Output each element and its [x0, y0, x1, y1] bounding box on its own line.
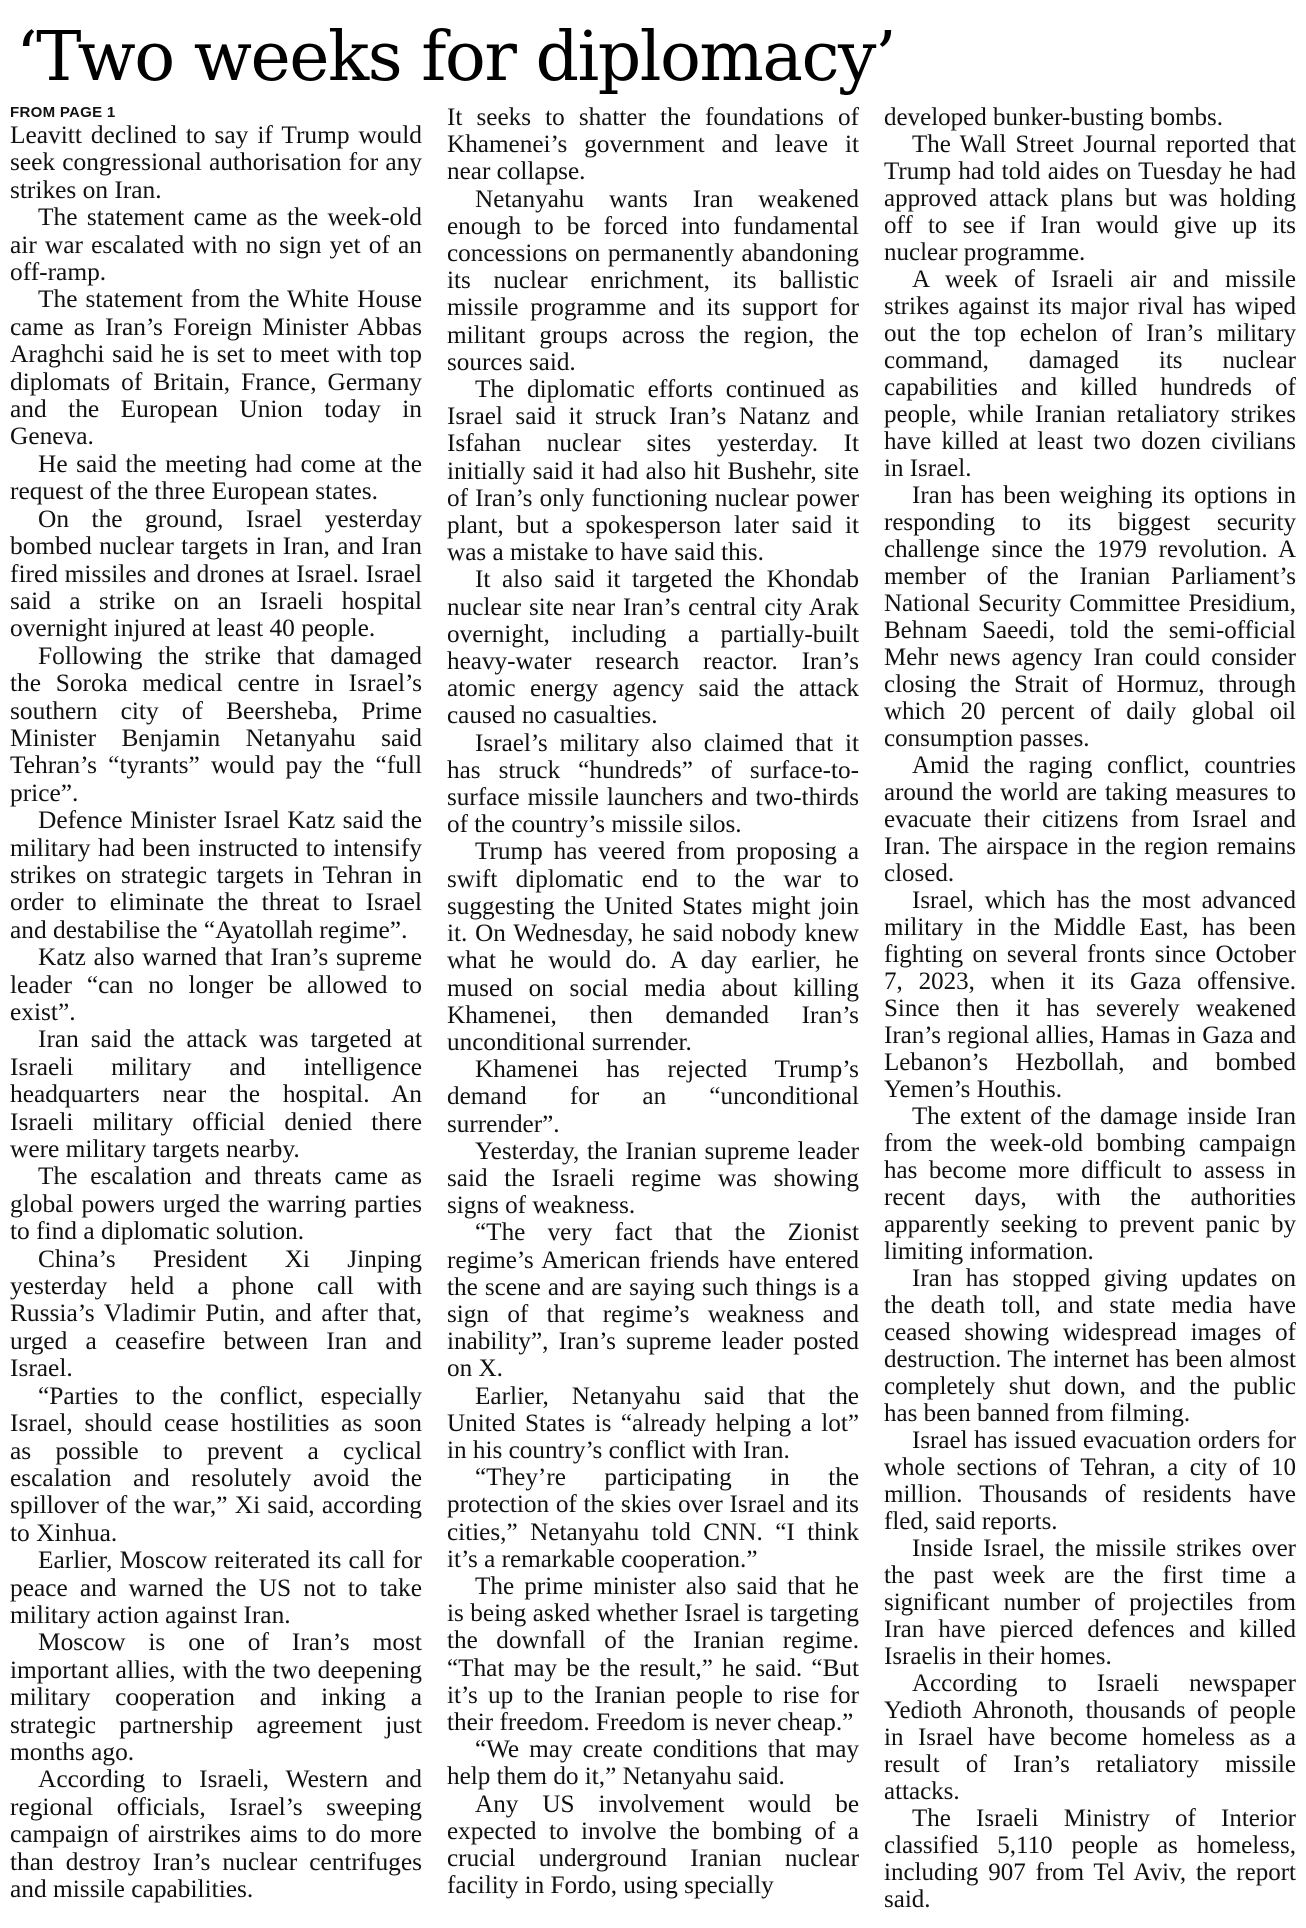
- paragraph: The statement from the White House came as Iran’s Foreign Minister Abbas Araghchi said he is set to meet with top diplomats of Britain, France, Germany and the European Union today in Geneva.: [10, 285, 422, 451]
- paragraph: Moscow is one of Iran’s most important allies, with the two deepening military cooperation and inking a strategic partnership agreement just months ago.: [10, 1628, 422, 1766]
- paragraph: Iran said the attack was targeted at Israeli military and intelligence headquarters near the hospital. An Israeli military official denied there were military targets nearby.: [10, 1025, 422, 1164]
- paragraph: The prime minister also said that he is being asked whether Israel is targeting the downfall of the Iranian regime. “That may be the result,” he said. “But it’s up to the Iranian people to rise for their freedom. Freedom is never cheap.”: [447, 1572, 859, 1736]
- paragraph: Yesterday, the Iranian supreme leader said the Israeli regime was showing signs of weakness.: [447, 1137, 859, 1220]
- paragraph: “They’re participating in the protection of the skies over Israel and its cities,” Netanyahu told CNN. “I think it’s a remarkable cooperation.”: [447, 1464, 859, 1573]
- paragraph: The escalation and threats came as global powers urged the warring parties to find a diplomatic solution.: [10, 1162, 422, 1246]
- paragraph: developed bunker-busting bombs.: [884, 104, 1224, 131]
- paragraph: “The very fact that the Zionist regime’s American friends have entered the scene and are saying such things is a sign of that regime’s weakness and inability”, Iran’s supreme leader posted on X.: [447, 1219, 859, 1383]
- column-2: [447, 104, 859, 1914]
- paragraph: According to Israeli, Western and regional officials, Israel’s sweeping campaign of airstrikes aims to do more than destroy Iran’s nuclear centrifuges and missile capabilities.: [10, 1765, 422, 1903]
- paragraph: Amid the raging conflict, countries around the world are taking measures to evacuate their citizens from Israel and Iran. The airspace in the region remains closed.: [884, 752, 1296, 887]
- paragraph: Iran has been weighing its options in responding to its biggest security challenge since the 1979 revolution. A member of the Iranian Parliament’s National Security Committee Presidium, Behnam Saeedi, told the semi-official Mehr news agency Iran could consider closing the Strait of Hormuz, through which 20 percent of daily global oil consumption passes.: [884, 482, 1296, 752]
- kicker: FROM PAGE 1: [10, 104, 116, 121]
- paragraph: Iran has stopped giving updates on the death toll, and state media have ceased showing widespread images of destruction. The internet has been almost completely shut down, and the public has been banned from filming.: [884, 1265, 1296, 1427]
- column-1: [10, 104, 422, 1914]
- paragraph: The Israeli Ministry of Interior classified 5,110 people as homeless, including 907 from Tel Aviv, the report said.: [884, 1805, 1296, 1913]
- paragraph: Netanyahu wants Iran weakened enough to be forced into fundamental concessions on permanently abandoning its nuclear enrichment, its ballistic missile programme and its support for militant groups across the region, the sources said.: [447, 185, 859, 376]
- paragraph: The extent of the damage inside Iran from the week-old bombing campaign has become more difficult to assess in recent days, with the authorities apparently seeking to prevent panic by limiting information.: [884, 1103, 1296, 1265]
- paragraph: Khamenei has rejected Trump’s demand for an “unconditional surrender”.: [447, 1056, 859, 1138]
- paragraph: He said the meeting had come at the request of the three European states.: [10, 449, 422, 506]
- paragraph: The Wall Street Journal reported that Trump had told aides on Tuesday he had approved attack plans but was holding off to see if Iran would give up its nuclear programme.: [884, 131, 1296, 266]
- paragraph: Defence Minister Israel Katz said the military had been instructed to intensify strikes on strategic targets in Tehran in order to eliminate the threat to Israel and destabilise the “Ayatollah regime”.: [10, 806, 422, 944]
- paragraph: Israel has issued evacuation orders for whole sections of Tehran, a city of 10 million. Thousands of residents have fled, said reports.: [884, 1427, 1296, 1535]
- paragraph: “We may create conditions that may help them do it,” Netanyahu said.: [447, 1736, 859, 1791]
- paragraph: Any US involvement would be expected to involve the bombing of a crucial underground Iranian nuclear facility in Fordo, using specially: [447, 1790, 859, 1900]
- paragraph: The statement came as the week-old air war escalated with no sign yet of an off-ramp.: [10, 203, 422, 287]
- paragraph: Leavitt declined to say if Trump would seek congressional authorisation for any strikes on Iran.: [10, 121, 422, 204]
- paragraph: It also said it targeted the Khondab nuclear site near Iran’s central city Arak overnight, including a partially-built heavy-water research reactor. Iran’s atomic energy agency said the attack caused no casualties.: [447, 566, 859, 730]
- paragraph: According to Israeli newspaper Yedioth Ahronoth, thousands of people in Israel have become homeless as a result of Iran’s retaliatory missile attacks.: [884, 1670, 1296, 1805]
- paragraph: Earlier, Netanyahu said that the United States is “already helping a lot” in his country’s conflict with Iran.: [447, 1382, 859, 1464]
- paragraph: “Parties to the conflict, especially Israel, should cease hostilities as soon as possible to prevent a cyclical escalation and resolutely avoid the spillover of the war,” Xi said, according to Xinhua.: [10, 1381, 422, 1547]
- paragraph: The diplomatic efforts continued as Israel said it struck Iran’s Natanz and Isfahan nuclear sites yesterday. It initially said it had also hit Bushehr, site of Iran’s only functioning nuclear power plant, but a spokesperson later said it was a mistake to have said this.: [447, 376, 859, 567]
- paragraph: On the ground, Israel yesterday bombed nuclear targets in Iran, and Iran fired missiles and drones at Israel. Israel said a strike on an Israeli hospital overnight injured at least 40 people.: [10, 504, 422, 643]
- paragraph: Israel’s military also claimed that it has struck “hundreds” of surface-to-surface missile launchers and two-thirds of the country’s missile silos.: [447, 729, 859, 839]
- paragraph: Katz also warned that Iran’s supreme leader “can no longer be allowed to exist”.: [10, 943, 422, 1026]
- paragraph: Inside Israel, the missile strikes over the past week are the first time a significant number of projectiles from Iran have pierced defences and killed Israelis in their homes.: [884, 1535, 1296, 1670]
- paragraph: It seeks to shatter the foundations of Khamenei’s government and leave it near collapse.: [447, 104, 859, 186]
- paragraph: A week of Israeli air and missile strikes against its major rival has wiped out the top echelon of Iran’s military command, damaged its nuclear capabilities and killed hundreds of people, while Iranian retaliatory strikes have killed at least two dozen civilians in Israel.: [884, 266, 1296, 482]
- paragraph: Trump has veered from proposing a swift diplomatic end to the war to suggesting the United States might join it. On Wednesday, he said nobody knew what he would do. A day earlier, he mused on social media about killing Khamenei, then demanded Iran’s unconditional surrender.: [447, 838, 859, 1056]
- headline: ‘Two weeks for diplomacy’: [16, 18, 896, 97]
- column-3: [884, 104, 1296, 1914]
- paragraph: Israel, which has the most advanced military in the Middle East, has been fighting on several fronts since October 7, 2023, when it its Gaza offensive. Since then it has severely weakened Iran’s regional allies, Hamas in Gaza and Lebanon’s Hezbollah, and bombed Yemen’s Houthis.: [884, 887, 1296, 1103]
- paragraph: China’s President Xi Jinping yesterday held a phone call with Russia’s Vladimir Putin, and after that, urged a ceasefire between Iran and Israel.: [10, 1244, 422, 1383]
- paragraph: Following the strike that damaged the Soroka medical centre in Israel’s southern city of Beersheba, Prime Minister Benjamin Netanyahu said Tehran’s “tyrants” would pay the “full price”.: [10, 641, 422, 807]
- paragraph: Earlier, Moscow reiterated its call for peace and warned the US not to take military action against Iran.: [10, 1546, 422, 1629]
- article-columns: [10, 104, 1296, 1914]
